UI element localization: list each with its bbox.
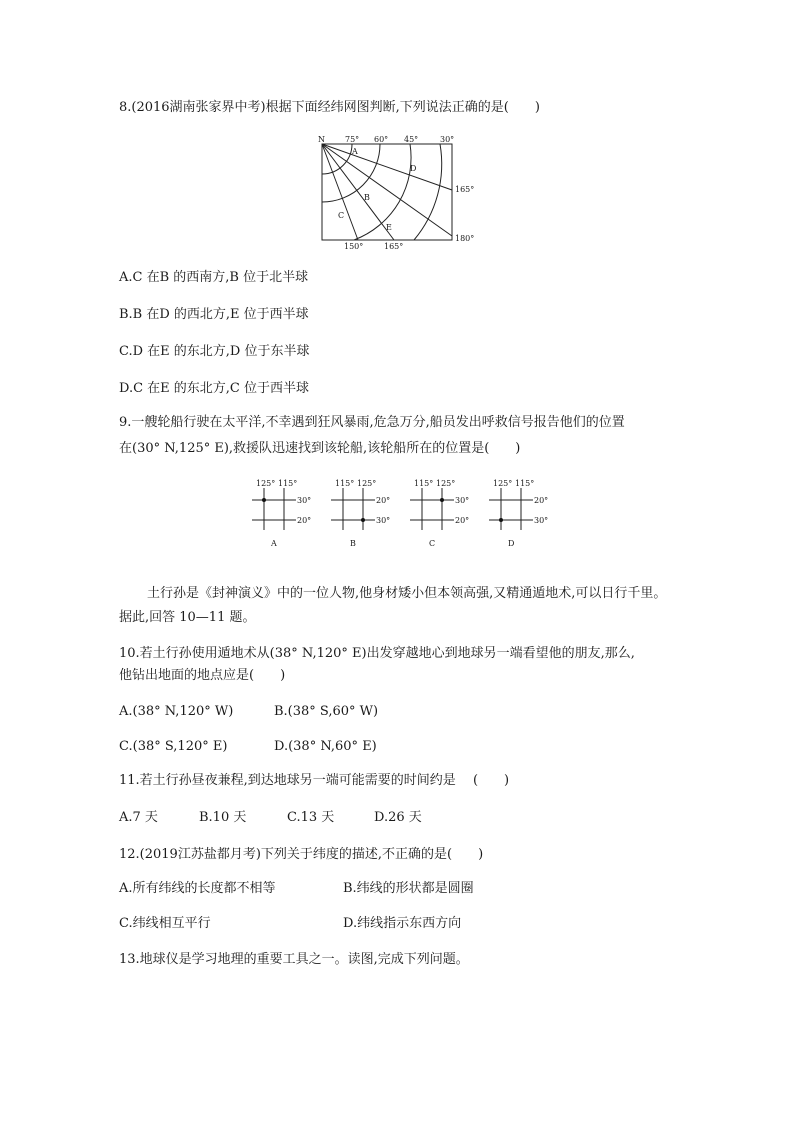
grid-a-letter: A	[271, 539, 277, 548]
grid-c-letter: C	[429, 539, 436, 548]
grid-b-left-lon: 115°	[335, 479, 355, 488]
grid-d-bottom-lat: 30°	[534, 516, 549, 525]
q9-grid-b	[327, 478, 397, 550]
grid-c-point	[440, 498, 444, 502]
label-150-bottom: 150°	[344, 242, 364, 251]
grid-b-point	[361, 518, 365, 522]
meridian-150	[322, 144, 358, 240]
label-30: 30°	[440, 135, 455, 144]
label-n: N	[318, 135, 325, 144]
point-d: D	[410, 164, 417, 173]
grid-b-letter: B	[350, 539, 356, 548]
q9-grid-a	[248, 478, 318, 550]
q11-option-a: A.7 天	[119, 810, 158, 825]
grid-d-right-lon: 115°	[515, 479, 535, 488]
point-a: A	[352, 147, 358, 156]
q10-option-b: B.(38° S,60° W)	[274, 704, 379, 719]
label-60: 60°	[374, 135, 389, 144]
grid-a-bottom-lat: 20°	[297, 516, 312, 525]
grid-a-left-lon: 125°	[256, 479, 276, 488]
grid-d-left-lon: 125°	[493, 479, 513, 488]
q8-option-d: D.C 在E 的东北方,C 位于西半球	[119, 381, 310, 396]
q12-stem: 12.(2019江苏盐都月考)下列关于纬度的描述,不正确的是( )	[119, 847, 484, 862]
grid-d-point	[499, 518, 503, 522]
label-45: 45°	[404, 135, 419, 144]
q9-grid-d	[485, 478, 555, 550]
point-c: C	[338, 211, 345, 220]
q8-option-a: A.C 在B 的西南方,B 位于北半球	[119, 270, 309, 285]
grid-c-top-lat: 30°	[455, 496, 470, 505]
point-b: B	[364, 193, 370, 202]
grid-d-top-lat: 20°	[534, 496, 549, 505]
meridian-165b	[322, 144, 394, 240]
q11-option-c: C.13 天	[287, 810, 335, 825]
grid-a-point	[262, 498, 266, 502]
label-75: 75°	[345, 135, 360, 144]
q11-option-b: B.10 天	[199, 810, 247, 825]
q12-option-b: B.纬线的形状都是圆圈	[343, 881, 474, 896]
grid-d-letter: D	[508, 539, 515, 548]
parallel-75	[322, 144, 352, 174]
q10-option-d: D.(38° N,60° E)	[274, 739, 377, 754]
q10-stem-line1: 10.若土行孙使用遁地术从(38° N,120° E)出发穿越地心到地球另一端看望他的朋友,那么,	[119, 646, 635, 661]
q12-option-a: A.所有纬线的长度都不相等	[119, 881, 276, 896]
q8-option-b: B.B 在D 的西北方,E 位于西半球	[119, 307, 309, 322]
label-165-right: 165°	[455, 185, 475, 194]
passage-text: 土行孙是《封神演义》中的一位人物,他身材矮小但本领高强,又精通遁地术,可以日行千里。据此,回答 10—11 题。	[119, 586, 667, 625]
label-165-bottom: 165°	[384, 242, 404, 251]
q9-stem-line1: 9.一艘轮船行驶在太平洋,不幸遇到狂风暴雨,危急万分,船员发出呼救信号报告他们的位置	[119, 415, 625, 430]
q8-stem: 8.(2016湖南张家界中考)根据下面经纬网图判断,下列说法正确的是( )	[119, 100, 540, 115]
grid-b-right-lon: 125°	[357, 479, 377, 488]
q8-option-c: C.D 在E 的东北方,D 位于东半球	[119, 344, 310, 359]
q10-option-c: C.(38° S,120° E)	[119, 739, 228, 754]
q10-option-a: A.(38° N,120° W)	[119, 704, 234, 719]
grid-b-top-lat: 20°	[376, 496, 391, 505]
grid-b-bottom-lat: 30°	[376, 516, 391, 525]
q9-stem-line2: 在(30° N,125° E),救援队迅速找到该轮船,该轮船所在的位置是( )	[119, 441, 521, 456]
q12-option-d: D.纬线指示东西方向	[343, 916, 462, 931]
grid-a-right-lon: 115°	[278, 479, 298, 488]
q13-stem: 13.地球仪是学习地理的重要工具之一。读图,完成下列问题。	[119, 952, 469, 967]
grid-c-right-lon: 125°	[436, 479, 456, 488]
q10-stem-line2: 他钻出地面的地点应是( )	[119, 668, 286, 683]
q11-stem: 11.若土行孙昼夜兼程,到达地球另一端可能需要的时间约是 ( )	[119, 773, 510, 788]
point-e: E	[386, 223, 392, 232]
grid-c-left-lon: 115°	[414, 479, 434, 488]
q11-option-d: D.26 天	[374, 810, 422, 825]
q12-option-c: C.纬线相互平行	[119, 916, 211, 931]
lat-lon-grid-map	[316, 132, 476, 252]
label-180: 180°	[455, 234, 475, 243]
grid-a-top-lat: 30°	[297, 496, 312, 505]
grid-c-bottom-lat: 20°	[455, 516, 470, 525]
q9-grid-c	[406, 478, 476, 550]
